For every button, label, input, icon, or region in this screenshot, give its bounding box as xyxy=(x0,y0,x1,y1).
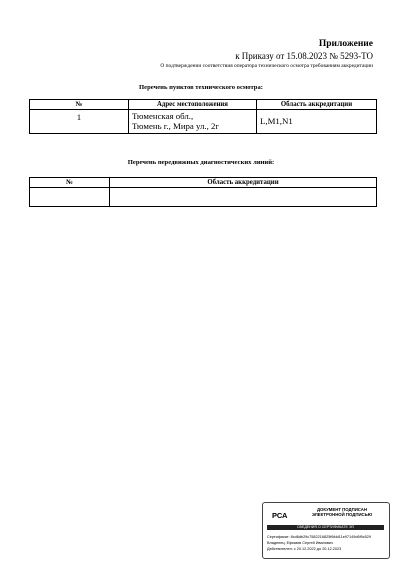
mobile-lines-title: Перечень передвижных диагностических линий: xyxy=(127,159,275,166)
inspection-points-title: Перечень пунктов технического осмотра: xyxy=(139,84,263,91)
order-subtitle: О подтверждении соответствия оператора технического осмотра требованиям аккредитации xyxy=(160,63,373,69)
table-header-row xyxy=(30,178,377,188)
column-header-number: № xyxy=(30,100,129,110)
certificate-serial: Сертификат: 8cd6db29c7582216825f6fdd11e97149d6f9c529 xyxy=(267,535,371,539)
rsa-logo: РСА xyxy=(272,511,288,520)
order-reference: к Приказу от 15.08.2023 № 5293-ТО xyxy=(235,51,373,61)
column-header-address: Адрес местоположения xyxy=(129,100,257,110)
row-accreditation: L,M1,N1 xyxy=(257,110,377,134)
column-header-number: № xyxy=(30,178,110,188)
mobile-lines-table xyxy=(29,177,377,207)
empty-cell xyxy=(110,188,377,207)
table-header-row xyxy=(30,100,377,110)
certificate-owner: Владелец: Ефимов Сергей Иванович xyxy=(267,541,333,545)
certificate-validity: Действителен: с 20.12.2022 до 20.12.2023 xyxy=(267,547,342,551)
column-header-accreditation: Область аккредитации xyxy=(257,100,377,110)
certificate-info-bar: СВЕДЕНИЯ О СЕРТИФИКАТЕ ЭП xyxy=(267,525,384,530)
address-line-region: Тюменская обл., xyxy=(132,111,194,121)
row-address xyxy=(129,110,257,134)
stamp-heading-line1: ДОКУМЕНТ ПОДПИСАН xyxy=(317,507,367,512)
address-line-street: Тюмень г., Мира ул., 2г xyxy=(132,121,220,131)
inspection-points-table xyxy=(29,99,377,134)
electronic-signature-stamp xyxy=(262,502,390,559)
appendix-title: Приложение xyxy=(318,39,373,49)
empty-cell xyxy=(30,188,110,207)
row-number: 1 xyxy=(30,110,129,134)
table-row xyxy=(30,110,377,134)
stamp-heading xyxy=(301,507,383,517)
column-header-accreditation: Область аккредитации xyxy=(110,178,377,188)
table-row-empty xyxy=(30,188,377,207)
stamp-heading-line2: ЭЛЕКТРОННОЙ ПОДПИСЬЮ xyxy=(311,512,373,518)
